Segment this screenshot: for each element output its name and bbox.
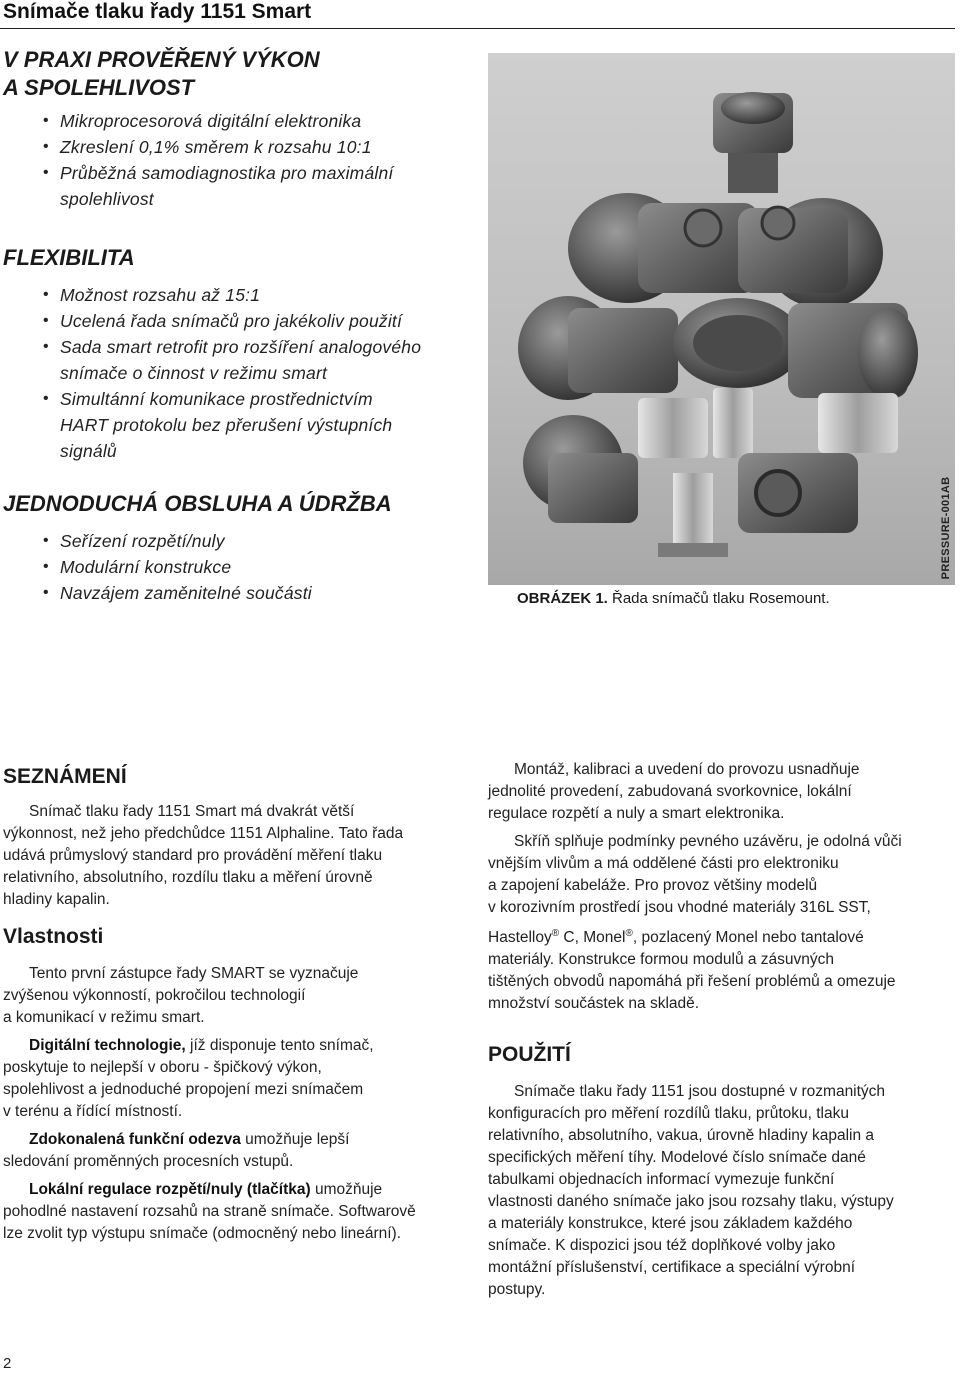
registered-mark: ®: [625, 928, 633, 939]
list-item: • Ucelená řada snímačů pro jakékoliv použití: [3, 308, 483, 334]
list-item: • Mikroprocesorová digitální elektronika: [3, 108, 473, 134]
paragraph-vlastnosti: Tento první zástupce řady SMART se vyznačuje zvýšenou výkonností, pokročilou technologií a komunikací v režimu smart.: [3, 965, 359, 1026]
bullet-list: [3, 282, 483, 464]
pressure-transmitters-illustration: [488, 53, 955, 585]
product-photo: [488, 53, 955, 585]
section-proven-performance: [3, 46, 473, 212]
list-item: • Modulární konstrukce: [3, 554, 483, 580]
paragraph-pouziti: Snímače tlaku řady 1151 jsou dostupné v rozmanitých konfiguracích pro měření rozdílů tlaku, průtoku, tlaku relativního, absolutního, vakua, úrovně hladiny kapalin a specifických měření tíhy. Modelové číslo snímače dané tabulkami objednacích informací vymezuje funkční vlastnosti daného snímače jako jsou rozsahy tlaku, výstupy a materiály konstrukce, které jsou základem každého snímače. K dispozici jsou též doplňkové volby jako montážní příslušenství, certifikace a speciální výrobní postupy.: [488, 1083, 894, 1299]
section-flexibility: [3, 244, 483, 464]
right-column: [488, 759, 953, 1301]
list-item: • Simultánní komunikace prostřednictvím HART protokolu bez přerušení výstupních signálů: [3, 386, 483, 464]
document-title: Snímače tlaku řady 1151 Smart: [3, 0, 312, 23]
paragraph-montaz: Montáž, kalibraci a uvedení do provozu usnadňuje jednolité provedení, zabudovaná svorkovnice, lokální regulace rozpětí a nuly a smart elektronika.: [488, 761, 860, 822]
list-item: • Možnost rozsahu až 15:1: [3, 282, 483, 308]
list-item: • Průběžná samodiagnostika pro maximální spolehlivost: [3, 160, 473, 212]
header-rule: [0, 28, 955, 29]
paragraph-funkce: Zdokonalená funkční odezva umožňuje lepší sledování proměnných procesních vstupů.: [3, 1131, 350, 1170]
heading-vlastnosti: Vlastnosti: [3, 925, 104, 948]
list-item: • Seřízení rozpětí/nuly: [3, 528, 483, 554]
paragraph-intro: Snímač tlaku řady 1151 Smart má dvakrát větší výkonnost, než jeho předchůdce 1151 Alphaline. Tato řada udává průmyslový standard pro provádění měření tlaku relativního, absolutního, rozdílu tlaku a měření úrovně hladiny kapalin.: [3, 803, 404, 908]
paragraph-skrin: Skříň splňuje podmínky pevného uzávěru, je odolná vůči vnějším vlivům a má oddělené části pro elektroniku a zapojení kabeláže. Pro provoz většiny modelů v korozivním prostředí jsou vhodné materiály 316L SST, Hastelloy® C, Monel®, pozlacený Monel nebo tantalové materiály. Konstrukce formou modulů a zásuvných tištěných obvodů napomáhá při řešení problémů a omezuje množství součástek na skladě.: [488, 833, 902, 1013]
left-column: [3, 765, 453, 1245]
registered-mark: ®: [551, 928, 560, 939]
paragraph-lokalni: Lokální regulace rozpětí/nuly (tlačítka) umožňuje pohodlné nastavení rozsahů na straně snímače. Softwarově lze zvolit typ výstupu snímače (odmocněný nebo lineární).: [3, 1181, 416, 1242]
figure-caption: OBRÁZEK 1. Řada snímačů tlaku Rosemount.: [517, 590, 830, 607]
list-item: • Sada smart retrofit pro rozšíření analogového snímače o činnost v režimu smart: [3, 334, 483, 386]
section-easy-maintenance: [3, 490, 483, 606]
list-item: • Navzájem zaměnitelné součásti: [3, 580, 483, 606]
page-number: 2: [3, 1355, 12, 1372]
photo-watermark: PRESSURE-001AB: [940, 476, 952, 579]
heading-pouziti: POUŽITÍ: [488, 1043, 571, 1067]
paragraph-digital: Digitální technologie, jíž disponuje tento snímač, poskytuje to nejlepší v oboru - špičkový výkon, spolehlivost a jednoduché propojení mezi snímačem v terénu a řídící místností.: [3, 1037, 374, 1120]
bullet-list: [3, 528, 483, 606]
bullet-list: [3, 108, 473, 212]
section-heading: V PRAXI PROVĚŘENÝ VÝKON A SPOLEHLIVOST: [3, 47, 320, 100]
heading-seznameni: SEZNÁMENÍ: [3, 765, 127, 788]
list-item: • Zkreslení 0,1% směrem k rozsahu 10:1: [3, 134, 473, 160]
section-heading: FLEXIBILITA: [3, 245, 135, 270]
section-heading: JEDNODUCHÁ OBSLUHA A ÚDRŽBA: [3, 491, 392, 516]
